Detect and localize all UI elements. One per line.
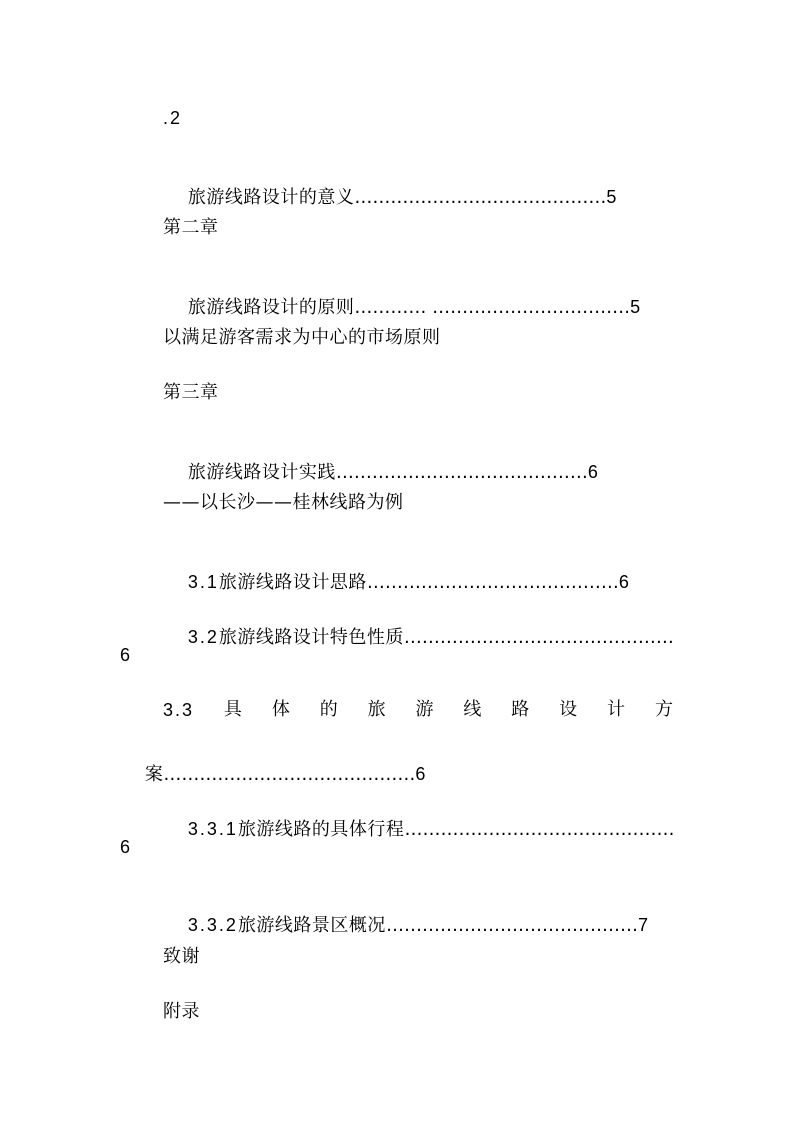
toc-section-number: 3.2	[187, 627, 219, 647]
toc-chapter-2[interactable]: 第二章	[163, 217, 219, 238]
toc-chapter-3[interactable]: 第三章	[163, 382, 219, 403]
toc-word: 计	[607, 699, 626, 720]
toc-page-number: 6	[120, 645, 133, 665]
toc-page-number: 6	[120, 837, 133, 857]
toc-page-number: 7	[637, 915, 650, 935]
toc-entry-title: 旅游线路设计思路	[218, 572, 367, 593]
toc-entry-fragment: .2	[163, 108, 183, 128]
toc-entry-market-principle[interactable]: 以满足游客需求为中心的市场原则	[163, 327, 441, 348]
toc-page-number: 5	[630, 297, 643, 317]
toc-word: 旅	[367, 699, 386, 720]
toc-section-number: 3.1	[187, 572, 219, 592]
toc-entry-title: 旅游线路的具体行程	[237, 819, 405, 840]
toc-section-number: 3.3	[163, 700, 195, 720]
toc-entry-3-3-1[interactable]	[163, 793, 674, 866]
toc-word: 具	[223, 699, 242, 720]
toc-word: 线	[463, 699, 482, 720]
toc-leader-dots: ………… ……………………………	[354, 297, 631, 318]
toc-word: 路	[511, 699, 530, 720]
toc-entry-title: 旅游线路设计特色性质	[218, 627, 404, 648]
toc-page-number: 5	[606, 187, 619, 207]
toc-entry-acknowledgements[interactable]: 致谢	[163, 946, 200, 967]
toc-word: 体	[271, 699, 290, 720]
toc-leader-dots: ……………………………………	[163, 764, 416, 785]
toc-page-number: 6	[415, 764, 428, 784]
toc-section-number: 3.3.1	[187, 819, 238, 839]
toc-leader-dots: ……………………………………	[335, 462, 588, 483]
toc-entry-significance[interactable]	[163, 161, 618, 234]
toc-leader-dots: ……………………………………	[385, 915, 638, 936]
toc-leader-dots: ………………………………………	[403, 627, 674, 648]
toc-word: 方	[654, 699, 673, 720]
toc-leader-dots: ……………………………………	[366, 572, 619, 593]
toc-page-number: 6	[587, 462, 600, 482]
toc-entry-title: 旅游线路设计的原则	[187, 297, 355, 318]
toc-entry-appendix[interactable]: 附录	[163, 1001, 200, 1022]
toc-entry-3-2[interactable]	[163, 601, 674, 674]
toc-entry-subtitle: ——以长沙——桂林线路为例	[163, 492, 404, 513]
toc-page-number: 6	[618, 572, 631, 592]
toc-section-number: 3.3.2	[187, 915, 238, 935]
toc-entry-title: 旅游线路设计的意义	[187, 187, 355, 208]
toc-entry-title: 旅游线路景区概况	[237, 915, 386, 936]
toc-word: 游	[415, 699, 434, 720]
toc-leader-dots: ………………………………………	[404, 819, 675, 840]
toc-word: 设	[559, 699, 578, 720]
toc-entry-3-3-2[interactable]	[163, 889, 650, 962]
toc-entry-title: 旅游线路设计实践	[187, 462, 336, 483]
toc-leader-dots: ……………………………………	[354, 187, 607, 208]
toc-entry-title: 案	[144, 764, 164, 785]
toc-entry-3-3[interactable]	[163, 698, 673, 722]
toc-word: 的	[319, 699, 338, 720]
